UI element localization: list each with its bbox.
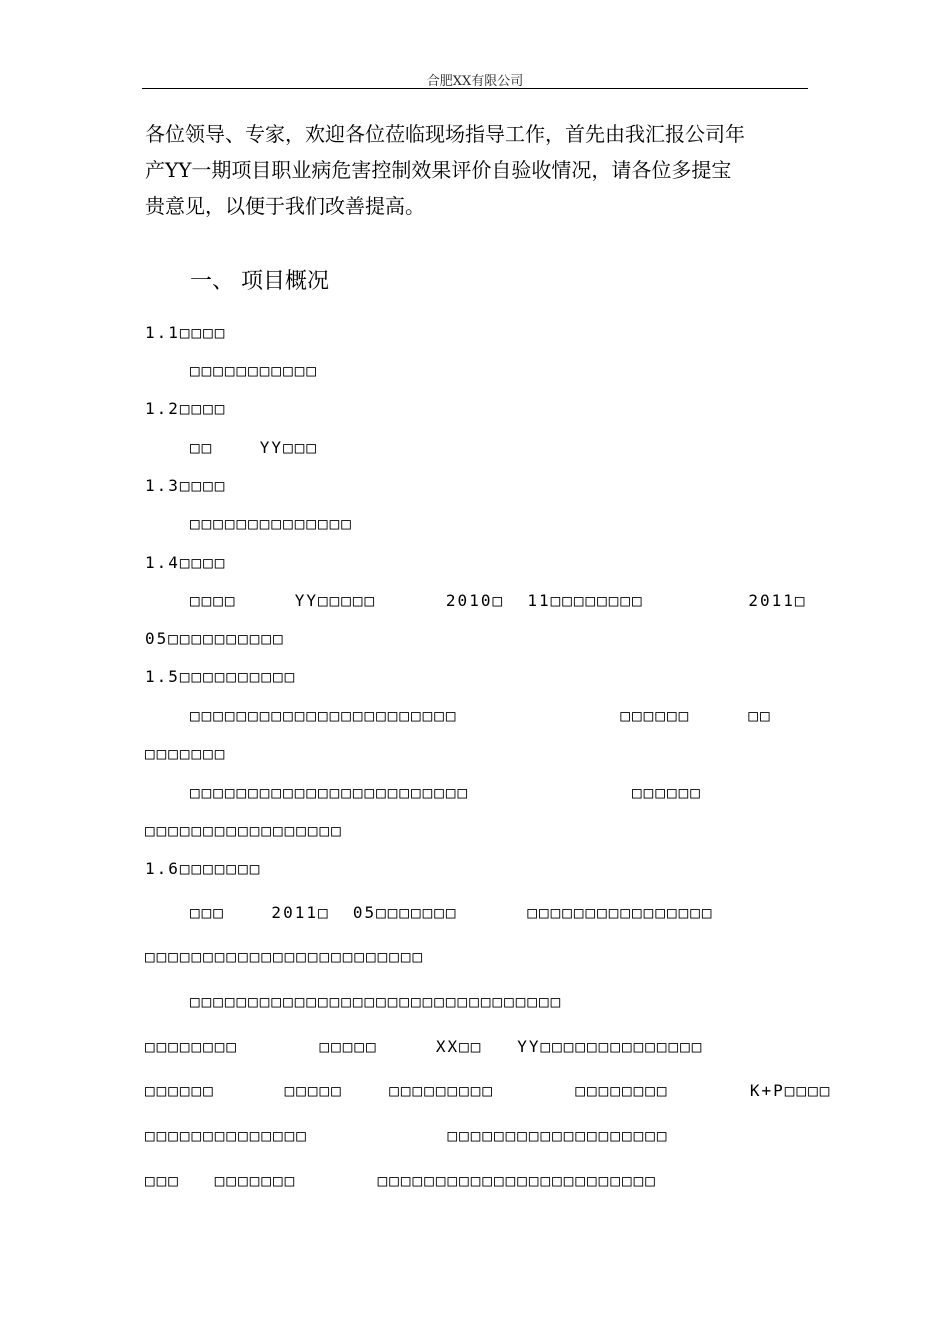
header-rule xyxy=(142,88,808,89)
subsection-heading: 1.4□□□□ xyxy=(145,553,227,572)
page-header-company: 合肥XX有限公司 xyxy=(426,74,524,89)
body-line: □□□□□□□□□□□□□□□□□□□□□□□□ xyxy=(145,947,425,966)
body-line: □□□□□□□□□□□□□□□□□ xyxy=(145,821,343,840)
body-line: □□□□□□□□□□□□□□ xyxy=(190,514,353,533)
subsection-heading: 1.3□□□□ xyxy=(145,476,227,495)
intro-line: 各位领导、专家，欢迎各位莅临现场指导工作，首先由我汇报公司年 xyxy=(145,122,745,146)
intro-line: 贵意见，以便于我们改善提高。 xyxy=(145,194,425,218)
body-line: □□□□□□□□□□□□□□□□□□□□□□□ □□□□□□ □□ xyxy=(190,706,772,725)
body-line: 05□□□□□□□□□□ xyxy=(145,629,285,648)
intro-line: 产YY一期项目职业病危害控制效果评价自验收情况，请各位多提宝 xyxy=(145,158,732,182)
section-heading: 一、 项目概况 xyxy=(190,269,329,294)
body-line: □□□□□□□□□□□ xyxy=(190,361,318,380)
subsection-heading: 1.1□□□□ xyxy=(145,323,227,342)
body-line: □□□ □□□□□□□ □□□□□□□□□□□□□□□□□□□□□□□□ xyxy=(145,1171,657,1190)
body-line: □□□□□□ □□□□□ □□□□□□□□□ □□□□□□□□ K+P□□□□ xyxy=(145,1081,832,1100)
body-line: □□□□□□□□ □□□□□ XX□□ YY□□□□□□□□□□□□□□ xyxy=(145,1037,704,1056)
body-line: □□□□□□□□□□□□□□ □□□□□□□□□□□□□□□□□□□ xyxy=(145,1126,669,1145)
intro-paragraph xyxy=(145,116,815,224)
subsection-heading: 1.5□□□□□□□□□□ xyxy=(145,667,297,686)
subsection-heading: 1.2□□□□ xyxy=(145,399,227,418)
body-line: □□□□□□□□□□□□□□□□□□□□□□□□□□□□□□□□ xyxy=(190,992,563,1011)
body-line: □□□□ YY□□□□□ 2010□ 11□□□□□□□□ 2011□ xyxy=(190,591,807,610)
body-line: □□□ 2011□ 05□□□□□□□ □□□□□□□□□□□□□□□□ xyxy=(190,903,714,922)
subsection-heading: 1.6□□□□□□□ xyxy=(145,859,262,878)
body-line: □□□□□□□□□□□□□□□□□□□□□□□□ □□□□□□ xyxy=(190,783,702,802)
body-line: □□□□□□□ xyxy=(145,744,227,763)
body-line: □□ YY□□□ xyxy=(190,438,318,457)
